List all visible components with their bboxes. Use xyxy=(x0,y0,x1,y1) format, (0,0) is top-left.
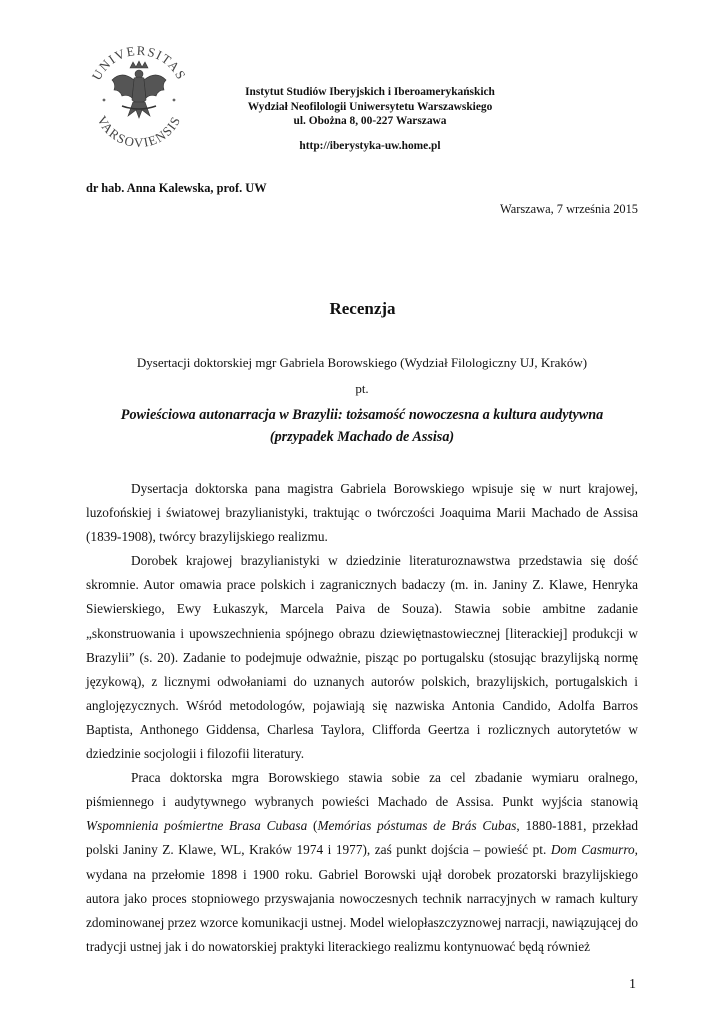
text-run: , 1880-1881, przekład polski Janiny Z. Klawe, WL, Kraków 1974 i 1977), zaś punkt dojścia – powieść pt. xyxy=(86,818,639,858)
faculty-name: Wydział Neofilologii Uniwersytetu Warszawskiego xyxy=(247,100,493,113)
university-seal xyxy=(84,40,194,150)
page-number: 1 xyxy=(629,977,636,992)
pt-label: pt. xyxy=(355,381,369,396)
document-title: Recenzja xyxy=(329,299,396,318)
paragraph-1: Dysertacja doktorska pana magistra Gabriela Borowskiego wpisuje się w nurt krajowej, luzofońskiej i światowej brazylianistyki, traktując o twórczości Joaquima Marii Machado de Assisa (1839-1908), twórcy brazylijskiego realizmu. xyxy=(86,481,638,545)
dissertation-title-line2: (przypadek Machado de Assisa) xyxy=(269,429,455,445)
svg-text:VARSOVIENSIS: VARSOVIENSIS xyxy=(94,113,184,150)
svg-text:UNIVERSITAS: UNIVERSITAS xyxy=(88,42,190,83)
italic-title: Dom Casmurro xyxy=(550,842,635,858)
text-run: Praca doktorska mgra Borowskiego stawia sobie za cel zbadanie wymiaru oralnego, piśmiennego i audytywnego wybranych powieści Machado de Assisa. Punkt wyjścia stanowią xyxy=(86,770,638,810)
dissertation-title xyxy=(86,404,638,448)
reviewer-name: dr hab. Anna Kalewska, prof. UW xyxy=(86,181,267,195)
dissertation-title-line1: Powieściowa autonarracja w Brazylii: tożsamość nowoczesna a kultura audytywna xyxy=(120,407,604,423)
italic-title: Wspomnienia pośmiertne Brasa Cubasa xyxy=(86,818,308,834)
paragraph-2: Dorobek krajowej brazylianistyki w dziedzinie literaturoznawstwa przedstawia się dość skromnie. Autor omawia prace polskich i zagranicznych badaczy (m. in. Janiny Z. Klawe, Henryka Siewierskiego, Ewy Łukaszyk, Marcela Paiva de Souza). Stawia sobie ambitne zadanie „skonstruowania i upowszechnienia spójnego obrazu dziewiętnastowiecznej [literackiej] produkcji w Brazylii” (s. 20). Zadanie to podejmuje odważnie, pisząc po portugalsku (stosując brazylijską normę językową), z licznymi odwołaniami do uznanych autorów polskich, brazylijskich, portugalskich i anglojęzycznych. Wśród metodologów, pojawiają się nazwiska Antonia Candido, Adolfa Barros Baptista, Anthonego Giddensa, Charlesa Taylora, Clifforda Geertza i rozlicznych autorytetów w dziedzinie socjologii i filozofii literatury. xyxy=(86,553,638,762)
website-url: http://iberystyka-uw.home.pl xyxy=(299,140,441,152)
date-line: Warszawa, 7 września 2015 xyxy=(500,202,638,216)
text-run: , wydana na przełomie 1898 i 1900 roku. Gabriel Borowski ujął dorobek prozatorski brazylijskiego autora jako proces stopniowego przyswajania nowoczesnych technik narracyjnych w ramach kultury zdominowanej przez wzorce komunikacji ustnej. Model wielopłaszczyznowej narracji, nawiązującej do tradycji ustnej jak i do nowatorskiej praktyki literackiego realizmu kontynuować będą również xyxy=(86,842,638,954)
text-run: ( xyxy=(307,818,318,834)
institution-header xyxy=(200,85,540,129)
address: ul. Obożna 8, 00-227 Warszawa xyxy=(293,115,447,128)
paragraph-3 xyxy=(86,766,638,959)
italic-title: Memórias póstumas de Brás Cubas xyxy=(317,818,517,834)
subtitle: Dysertacji doktorskiej mgr Gabriela Borowskiego (Wydział Filologiczny UJ, Kraków) xyxy=(136,355,588,370)
review-body xyxy=(86,477,638,959)
institute-name: Instytut Studiów Iberyjskich i Iberoamerykańskich xyxy=(245,86,495,98)
